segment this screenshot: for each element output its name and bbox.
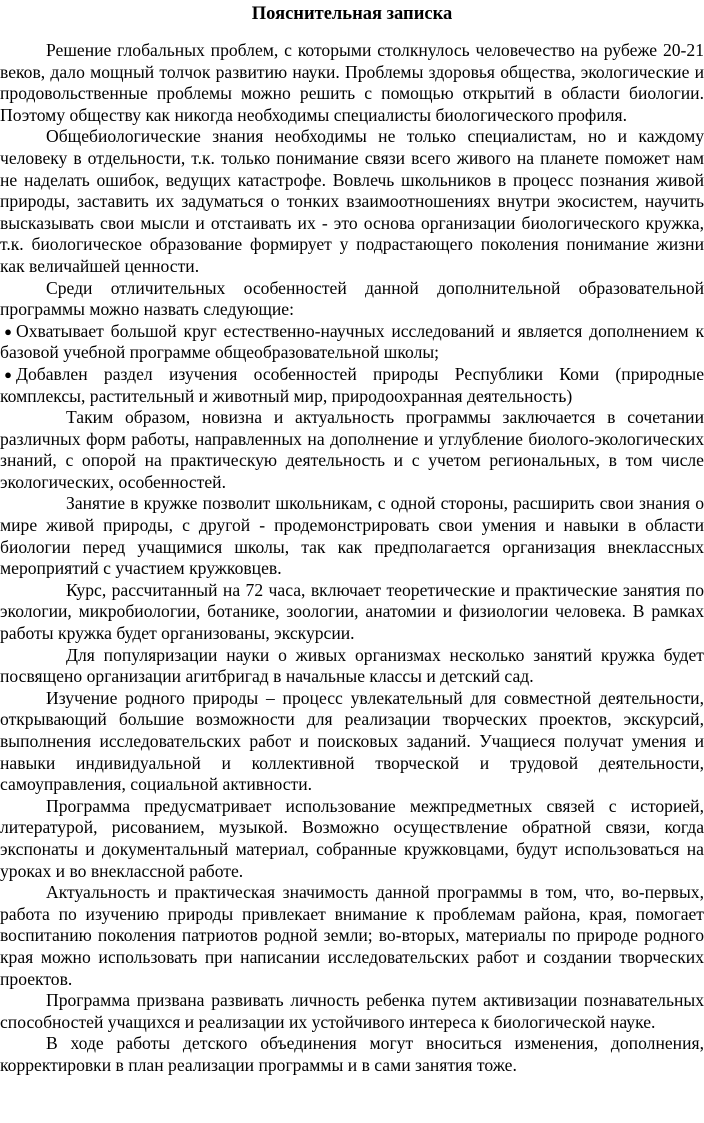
paragraph-program-goal: Программа призвана развивать личность ребенка путем активизации познавательных способностей учащихся и реализации их устойчивого интереса к биологической науке. [0, 990, 704, 1032]
bullet-text: Охватывает большой круг естественно-научных исследований и является дополнением к базовой учебной программе общеобразовательной школы; [0, 320, 704, 363]
paragraph-nature-study: Изучение родного природы – процесс увлекательный для совместной деятельности, открывающий большие возможности для реализации творческих проектов, экскурсий, выполнения исследовательских работ и поисковых заданий. Учащиеся получат умения и навыки индивидуальной и коллективной творческой и трудовой деятельности, самоуправления, социальной активности. [0, 687, 704, 795]
paragraph-features-intro: Среди отличительных особенностей данной дополнительной образовательной программы можно назвать следующие: [0, 277, 704, 320]
paragraph-popularization: Для популяризации науки о живых организмах несколько занятий кружка будет посвящено организации агитбригад в начальные классы и детский сад. [0, 644, 704, 687]
paragraph-course-hours: Курс, рассчитанный на 72 часа, включает теоретические и практические занятия по экологии, микробиологии, ботанике, зоологии, анатомии и физиологии человека. В рамках работы кружка будет организованы, экскурсии. [0, 579, 704, 644]
paragraph-novelty: Таким образом, новизна и актуальность программы заключается в сочетании различных форм работы, направленных на дополнение и углубление биолого-экологических знаний, с опорой на практическую деятельность и с учетом региональных, в том числе экологических, особенностей. [0, 407, 704, 492]
bullet-icon: ● [4, 366, 12, 382]
bullet-icon: ● [4, 323, 12, 339]
paragraph-relevance: Актуальность и практическая значимость данной программы в том, что, во-первых, работа по изучению природы привлекает внимание к проблемам района, края, помогает воспитанию поколения патриотов родной земли; во-вторых, материалы по природе родного края можно использовать при написании исследовательских работ и создании творческих проектов. [0, 882, 704, 989]
paragraph-intro: Решение глобальных проблем, с которыми столкнулось человечество на рубеже 20-21 веков, дало мощный толчок развитию науки. Проблемы здоровья общества, экологические и продовольственные проблемы можно решить с помощью открытий в области биологии. Поэтому обществу как никогда необходимы специалисты биологического профиля. [0, 40, 704, 125]
paragraph-general-knowledge: Общебиологические знания необходимы не только специалистам, но и каждому человеку в отдельности, т.к. только понимание связи всего живого на планете поможет нам не наделать ошибок, ведущих катастрофе. Вовлечь школьников в процесс познания живой природы, заставить их задуматься о тонких взаимоотношениях внутри экосистем, научить высказывать свои мысли и отстаивать их - это основа организации биологического кружка, т.к. биологическое образование формирует у подрастающего поколения понимание жизни как величайшей ценности. [0, 126, 704, 276]
paragraph-club-activity: Занятие в кружке позволит школьникам, с одной стороны, расширить свои знания о мире живой природы, с другой - продемонстрировать свои умения и навыки в области биологии перед учащимися школы, так как предполагается организация внеклассных мероприятий с участием кружковцев. [0, 493, 704, 579]
bullet-item [0, 364, 704, 407]
bullet-item [0, 321, 704, 364]
paragraph-interdisciplinary: Программа предусматривает использование межпредметных связей с историей, литературой, рисованием, музыкой. Возможно осуществление обратной связи, когда экспонаты и документальный материал, собранные кружковцами, будут использоваться на уроках и во внеклассной работе. [0, 795, 704, 881]
paragraph-changes: В ходе работы детского объединения могут вноситься изменения, дополнения, корректировки в план реализации программы и в сами занятия тоже. [0, 1033, 704, 1075]
document-title: Пояснительная записка [251, 4, 453, 24]
bullet-text: Добавлен раздел изучения особенностей природы Республики Коми (природные комплексы, растительный и животный мир, природоохранная деятельность) [0, 363, 704, 406]
